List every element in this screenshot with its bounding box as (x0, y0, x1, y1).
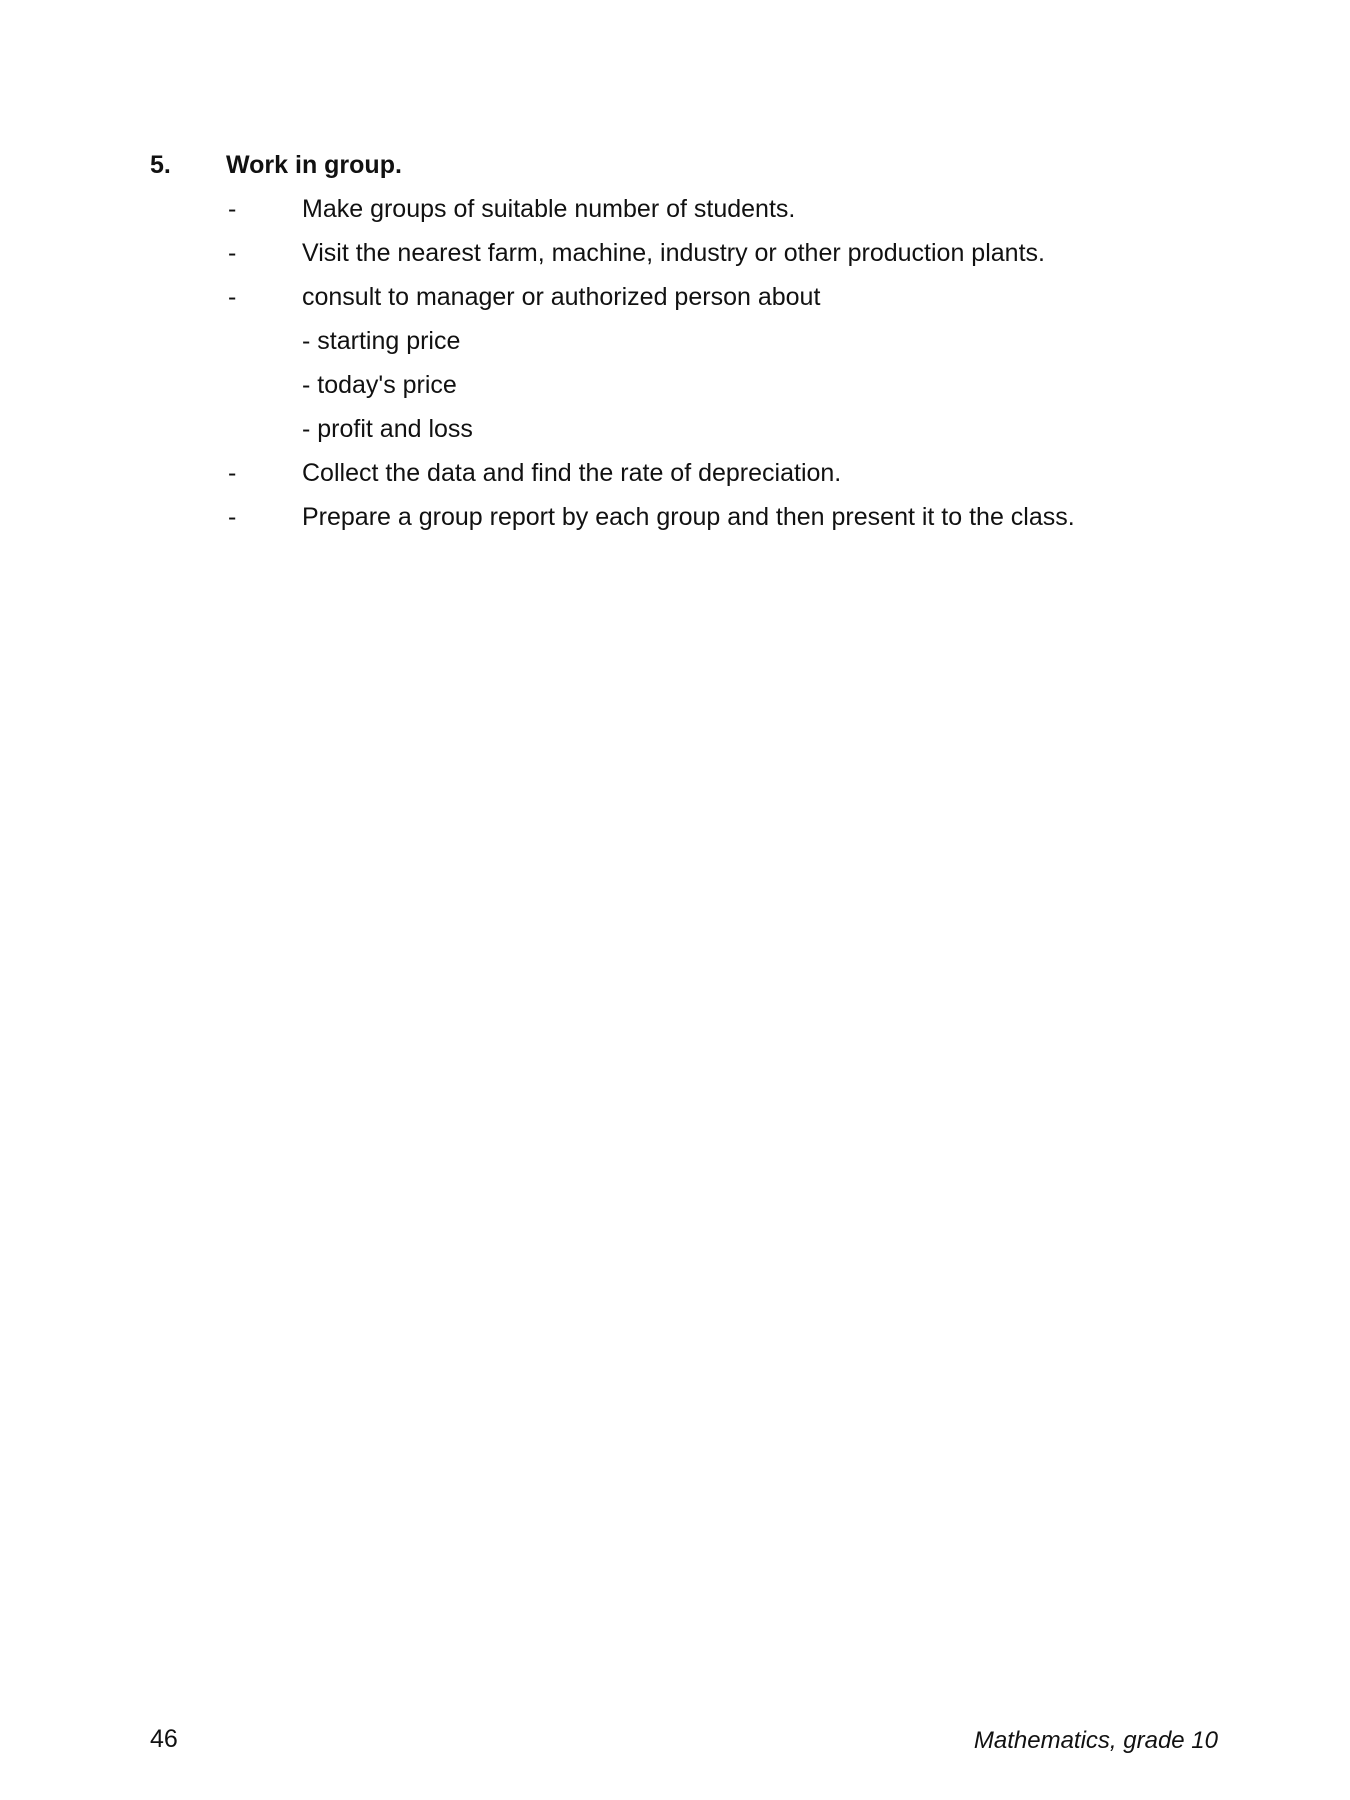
task-title: Work in group. (226, 151, 402, 179)
step-text: Prepare a group report by each group and then present it to the class. (302, 503, 1075, 531)
task-step (150, 236, 1230, 280)
step-text: consult to manager or authorized person about (302, 283, 821, 311)
task-steps-list (150, 192, 1230, 544)
step-dash: - (228, 283, 237, 311)
step-dash: - (228, 239, 237, 267)
consultation-topic (150, 368, 1230, 412)
step-text: Make groups of suitable number of students. (302, 195, 796, 223)
task-step (150, 192, 1230, 236)
step-dash: - (228, 459, 237, 487)
step-dash: - (228, 503, 237, 531)
consultation-topic-text: - starting price (302, 327, 461, 355)
task-step (150, 456, 1230, 500)
consultation-topic-text: - profit and loss (302, 415, 473, 443)
page-number: 46 (150, 1725, 178, 1753)
step-dash: - (228, 195, 237, 223)
task-step (150, 280, 1230, 324)
step-text: Visit the nearest farm, machine, industry or other production plants. (302, 239, 1045, 267)
step-text: Collect the data and find the rate of depreciation. (302, 459, 842, 487)
task-number: 5. (150, 151, 171, 179)
consultation-topic (150, 324, 1230, 368)
consultation-topic (150, 412, 1230, 456)
consultation-topics-list (150, 324, 1230, 456)
task-step (150, 500, 1230, 544)
book-title-footer: Mathematics, grade 10 (973, 1727, 1218, 1754)
consultation-topic-text: - today's price (302, 371, 457, 399)
